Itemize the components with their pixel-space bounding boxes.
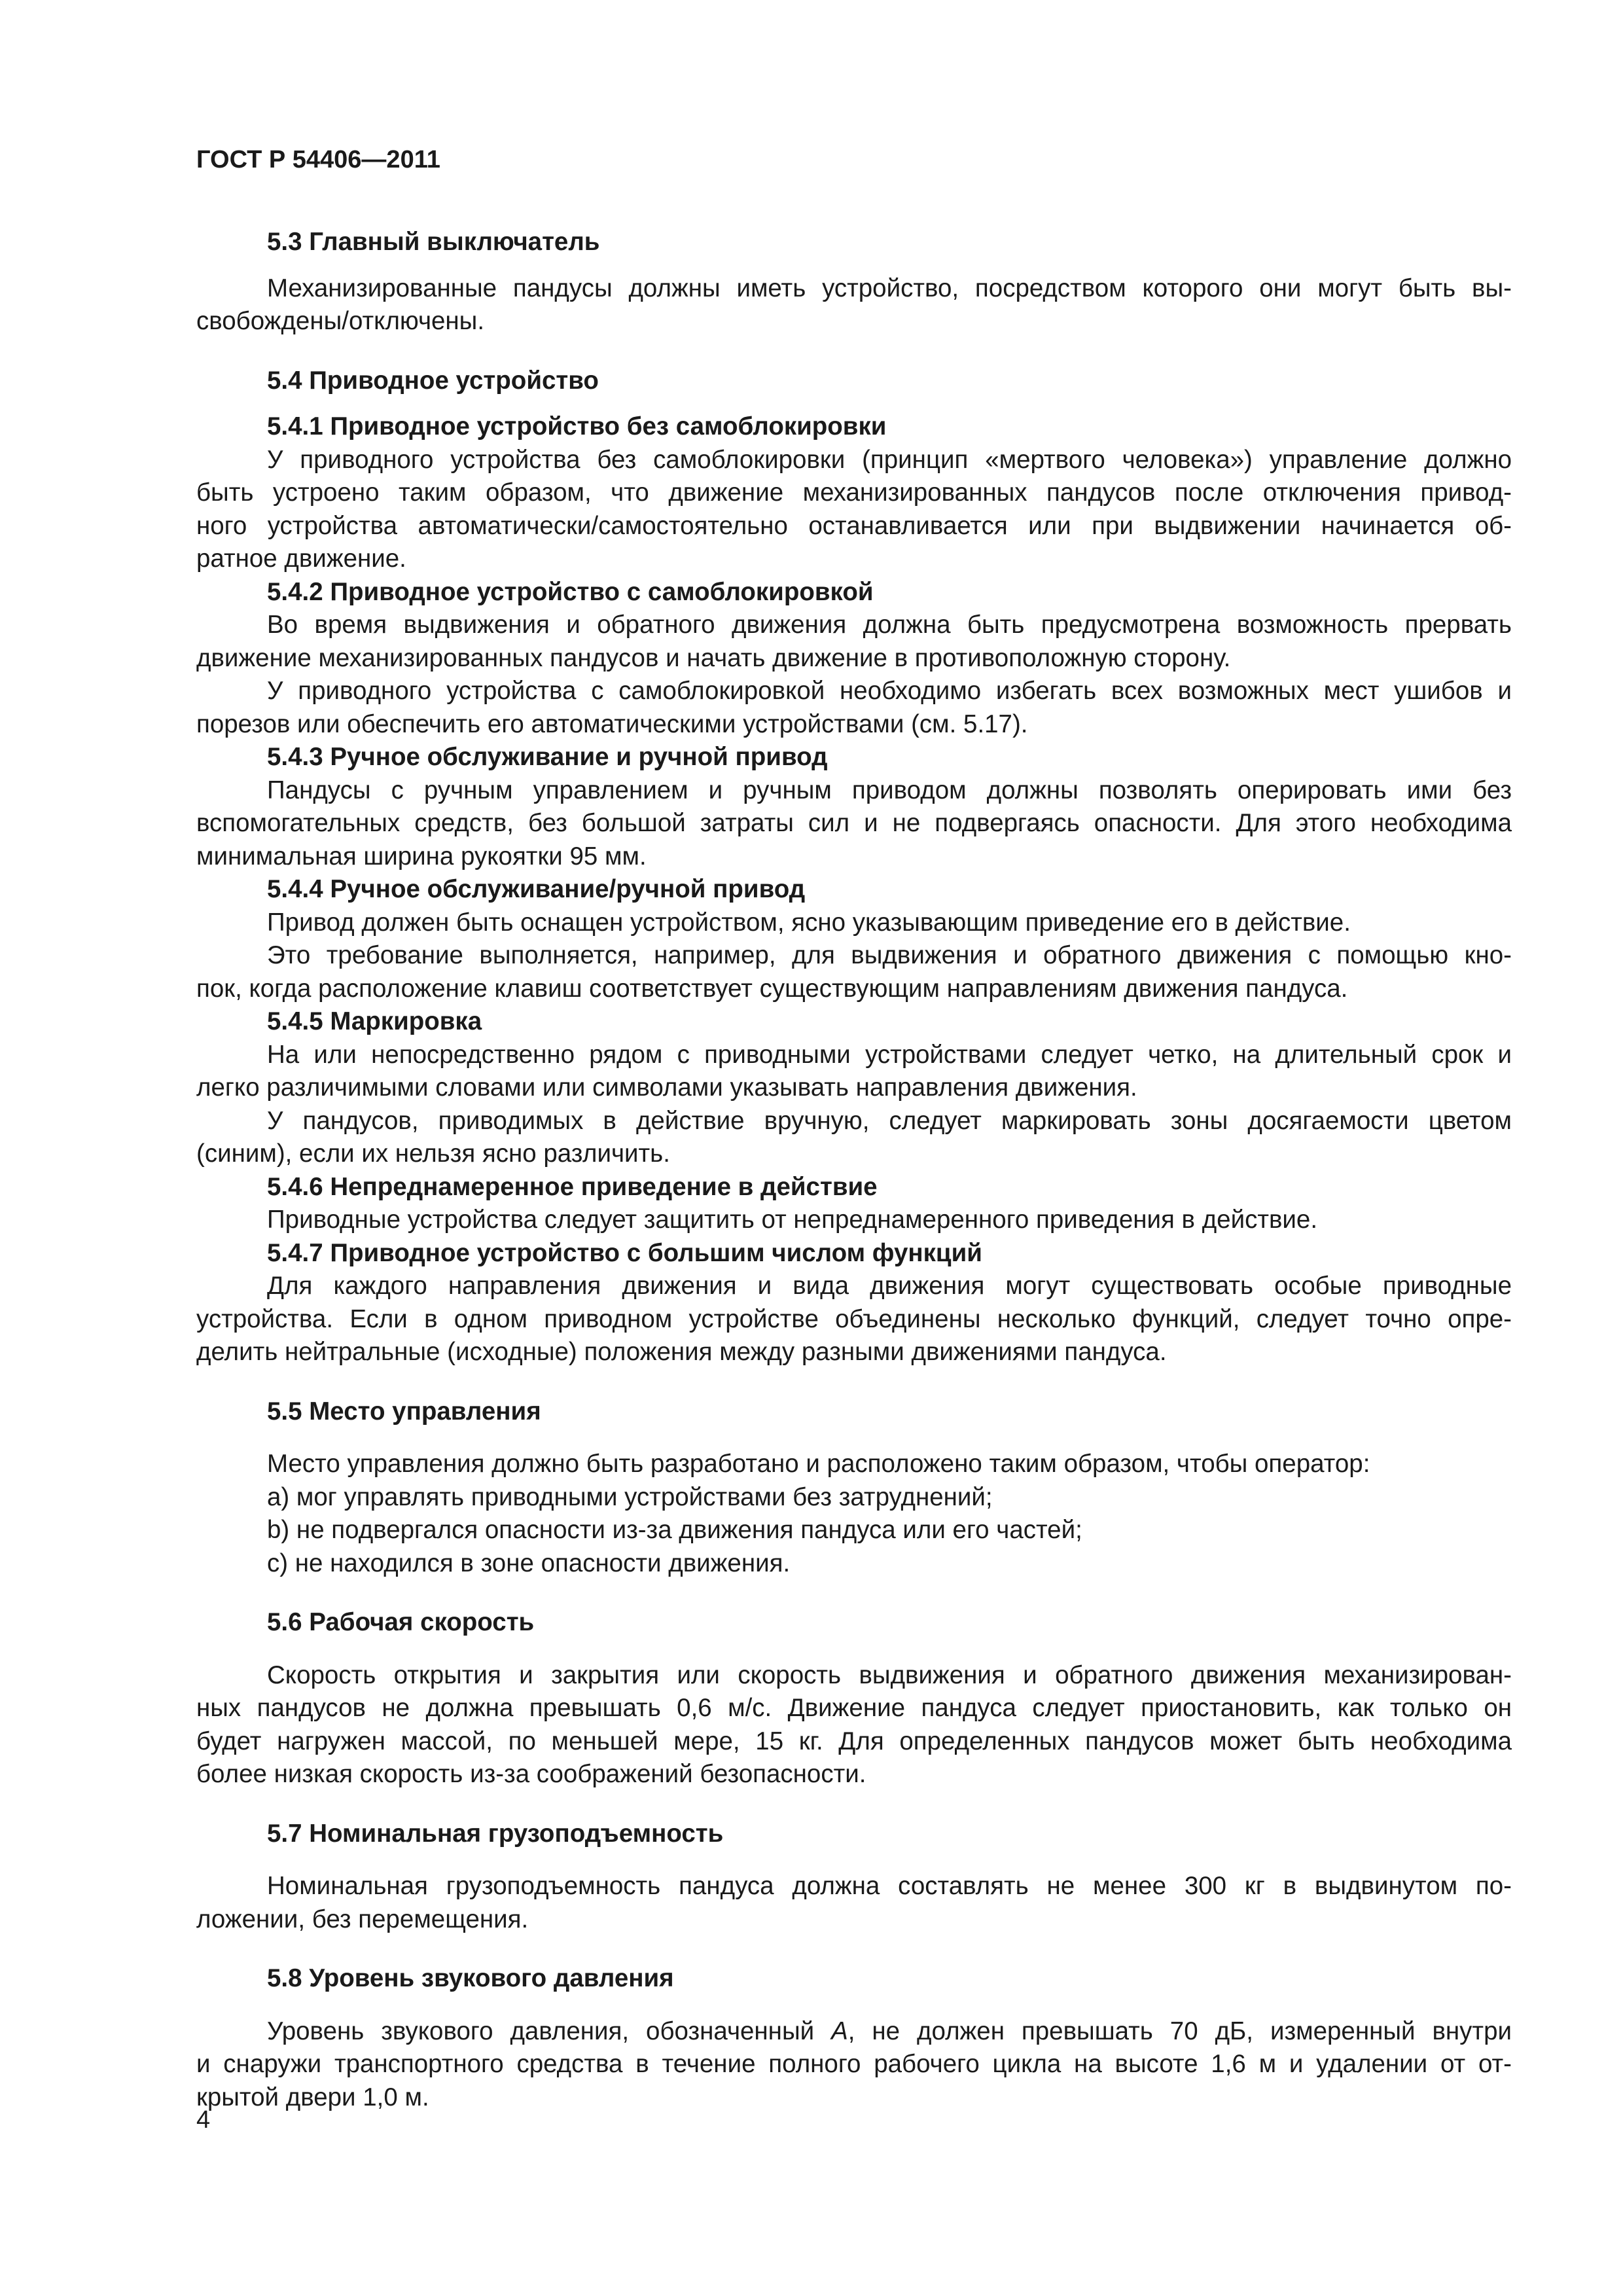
section-5-3-paragraph <box>196 272 1512 338</box>
text-line: и снаружи транспортного средства в течение полного рабочего цикла на высоте 1,6 м и удалении от от- <box>196 2050 1512 2078</box>
text-line: ложении, без перемещения. <box>196 1905 529 1933</box>
section-5-4-4-heading: 5.4.4 Ручное обслуживание/ручной привод <box>267 875 806 903</box>
text-line: Механизированные пандусы должны иметь устройство, посредством которого они могут быть вы- <box>267 274 1512 302</box>
section-5-4-3-paragraph <box>196 774 1512 874</box>
section-5-6-heading: 5.6 Рабочая скорость <box>267 1608 535 1636</box>
section-5-4-7-heading: 5.4.7 Приводное устройство с большим числом функций <box>267 1238 982 1267</box>
section-5-4-heading: 5.4 Приводное устройство <box>267 366 599 395</box>
section-5-4-5-heading: 5.4.5 Маркировка <box>267 1007 482 1035</box>
text-line: свобождены/отключены. <box>196 307 485 335</box>
section-5-3-heading: 5.3 Главный выключатель <box>267 228 600 256</box>
text-line: (синим), если их нельзя ясно различить. <box>196 1139 670 1168</box>
text-line: легко различимыми словами или символами указывать направления движения. <box>196 1073 1137 1102</box>
section-5-4-6-paragraph <box>196 1204 1512 1237</box>
text-line: делить нейтральные (исходные) положения между разными движениями пандуса. <box>196 1338 1167 1366</box>
text-line: У пандусов, приводимых в действие вручную, следует маркировать зоны досягаемости цветом <box>267 1106 1512 1135</box>
section-5-8-paragraph <box>196 2015 1512 2115</box>
variable-a: A <box>831 2017 848 2045</box>
text-line: будет нагружен массой, по меньшей мере, 15 кг. Для определенных пандусов может быть необходима <box>196 1727 1512 1755</box>
text-line: Во время выдвижения и обратного движения должна быть предусмотрена возможность прервать <box>267 611 1512 639</box>
section-5-5-heading: 5.5 Место управления <box>267 1397 541 1426</box>
text-line: Это требование выполняется, например, для выдвижения и обратного движения с помощью кно- <box>267 941 1512 969</box>
text-line: движение механизированных пандусов и начать движение в противоположную сторону. <box>196 643 1231 672</box>
text-line: Привод должен быть оснащен устройством, ясно указывающим приведение его в действие. <box>267 908 1351 937</box>
text-line: устройства. Если в одном приводном устройстве объединены несколько функций, следует точно опре- <box>196 1304 1512 1333</box>
text-line: ратное движение. <box>196 545 406 573</box>
section-5-4-3-heading: 5.4.3 Ручное обслуживание и ручной привод <box>267 743 828 771</box>
list-item: b) не подвергался опасности из-за движения пандуса или его частей; <box>267 1516 1082 1544</box>
text-line: Пандусы с ручным управлением и ручным приводом должны позволять оперировать ими без <box>267 776 1512 804</box>
text-line: ных пандусов не должна превышать 0,6 м/с. Движение пандуса следует приостановить, как только он <box>196 1694 1512 1722</box>
text-run: , не должен превышать 70 дБ, измеренный внутри <box>847 2017 1512 2045</box>
section-5-7-paragraph <box>196 1870 1512 1936</box>
section-5-7-heading: 5.7 Номинальная грузоподъемность <box>267 1819 724 1848</box>
section-5-4-4-paragraph-2 <box>196 939 1512 1005</box>
section-5-6-paragraph <box>196 1659 1512 1791</box>
section-5-4-2-paragraph-1 <box>196 609 1512 675</box>
page-content <box>196 226 1512 2114</box>
text-line: На или непосредственно рядом с приводными устройствами следует четко, на длительный срок и <box>267 1040 1512 1069</box>
document-code: ГОСТ Р 54406—2011 <box>196 146 440 173</box>
text-line: вспомогательных средств, без большой затраты сил и не подвергаясь опасности. Для этого необходима <box>196 809 1512 837</box>
text-line: Приводные устройства следует защитить от непреднамеренного приведения в действие. <box>267 1206 1318 1234</box>
text-line: быть устроено таким образом, что движение механизированных пандусов после отключения привод- <box>196 478 1512 507</box>
text-line: Номинальная грузоподъемность пандуса должна составлять не менее 300 кг в выдвинутом по- <box>267 1872 1512 1900</box>
section-5-4-2-paragraph-2 <box>196 675 1512 741</box>
text-line: порезов или обеспечить его автоматическими устройствами (см. 5.17). <box>196 709 1028 738</box>
list-item: с) не находился в зоне опасности движения. <box>267 1549 791 1577</box>
text-line <box>196 2015 1512 2049</box>
section-5-4-4-paragraph-1 <box>196 906 1512 940</box>
section-5-4-1-heading: 5.4.1 Приводное устройство без самоблокировки <box>267 412 887 440</box>
text-line: Для каждого направления движения и вида движения могут существовать особые приводные <box>267 1272 1512 1300</box>
text-line: Скорость открытия и закрытия или скорость выдвижения и обратного движения механизирован- <box>267 1660 1512 1689</box>
section-5-4-7-paragraph <box>196 1270 1512 1369</box>
section-5-5-paragraph <box>196 1448 1512 1580</box>
text-line: более низкая скорость из-за соображений безопасности. <box>196 1760 866 1788</box>
page-number: 4 <box>196 2106 211 2134</box>
text-line: У приводного устройства без самоблокировки (принцип «мертвого человека») управление должно <box>267 445 1512 474</box>
list-item: а) мог управлять приводными устройствами без затруднений; <box>267 1482 993 1511</box>
text-line: ного устройства автоматически/самостоятельно останавливается или при выдвижении начинается об- <box>196 511 1512 540</box>
section-5-4-5-paragraph-2 <box>196 1105 1512 1171</box>
section-5-4-5-paragraph-1 <box>196 1039 1512 1105</box>
section-5-4-6-heading: 5.4.6 Непреднамеренное приведение в действие <box>267 1172 878 1201</box>
section-5-4-2-heading: 5.4.2 Приводное устройство с самоблокировкой <box>267 577 874 606</box>
section-5-8-heading: 5.8 Уровень звукового давления <box>267 1964 674 1992</box>
section-5-4-1-paragraph <box>196 444 1512 576</box>
text-line: минимальная ширина рукоятки 95 мм. <box>196 842 647 870</box>
text-line: крытой двери 1,0 м. <box>196 2083 429 2111</box>
text-line: пок, когда расположение клавиш соответствует существующим направлениям движения пандуса. <box>196 974 1348 1003</box>
text-line: У приводного устройства с самоблокировкой необходимо избегать всех возможных мест ушибов и <box>267 677 1512 705</box>
text-line: Место управления должно быть разработано и расположено таким образом, чтобы оператор: <box>267 1450 1370 1478</box>
text-run: Уровень звукового давления, обозначенный <box>267 2017 832 2045</box>
